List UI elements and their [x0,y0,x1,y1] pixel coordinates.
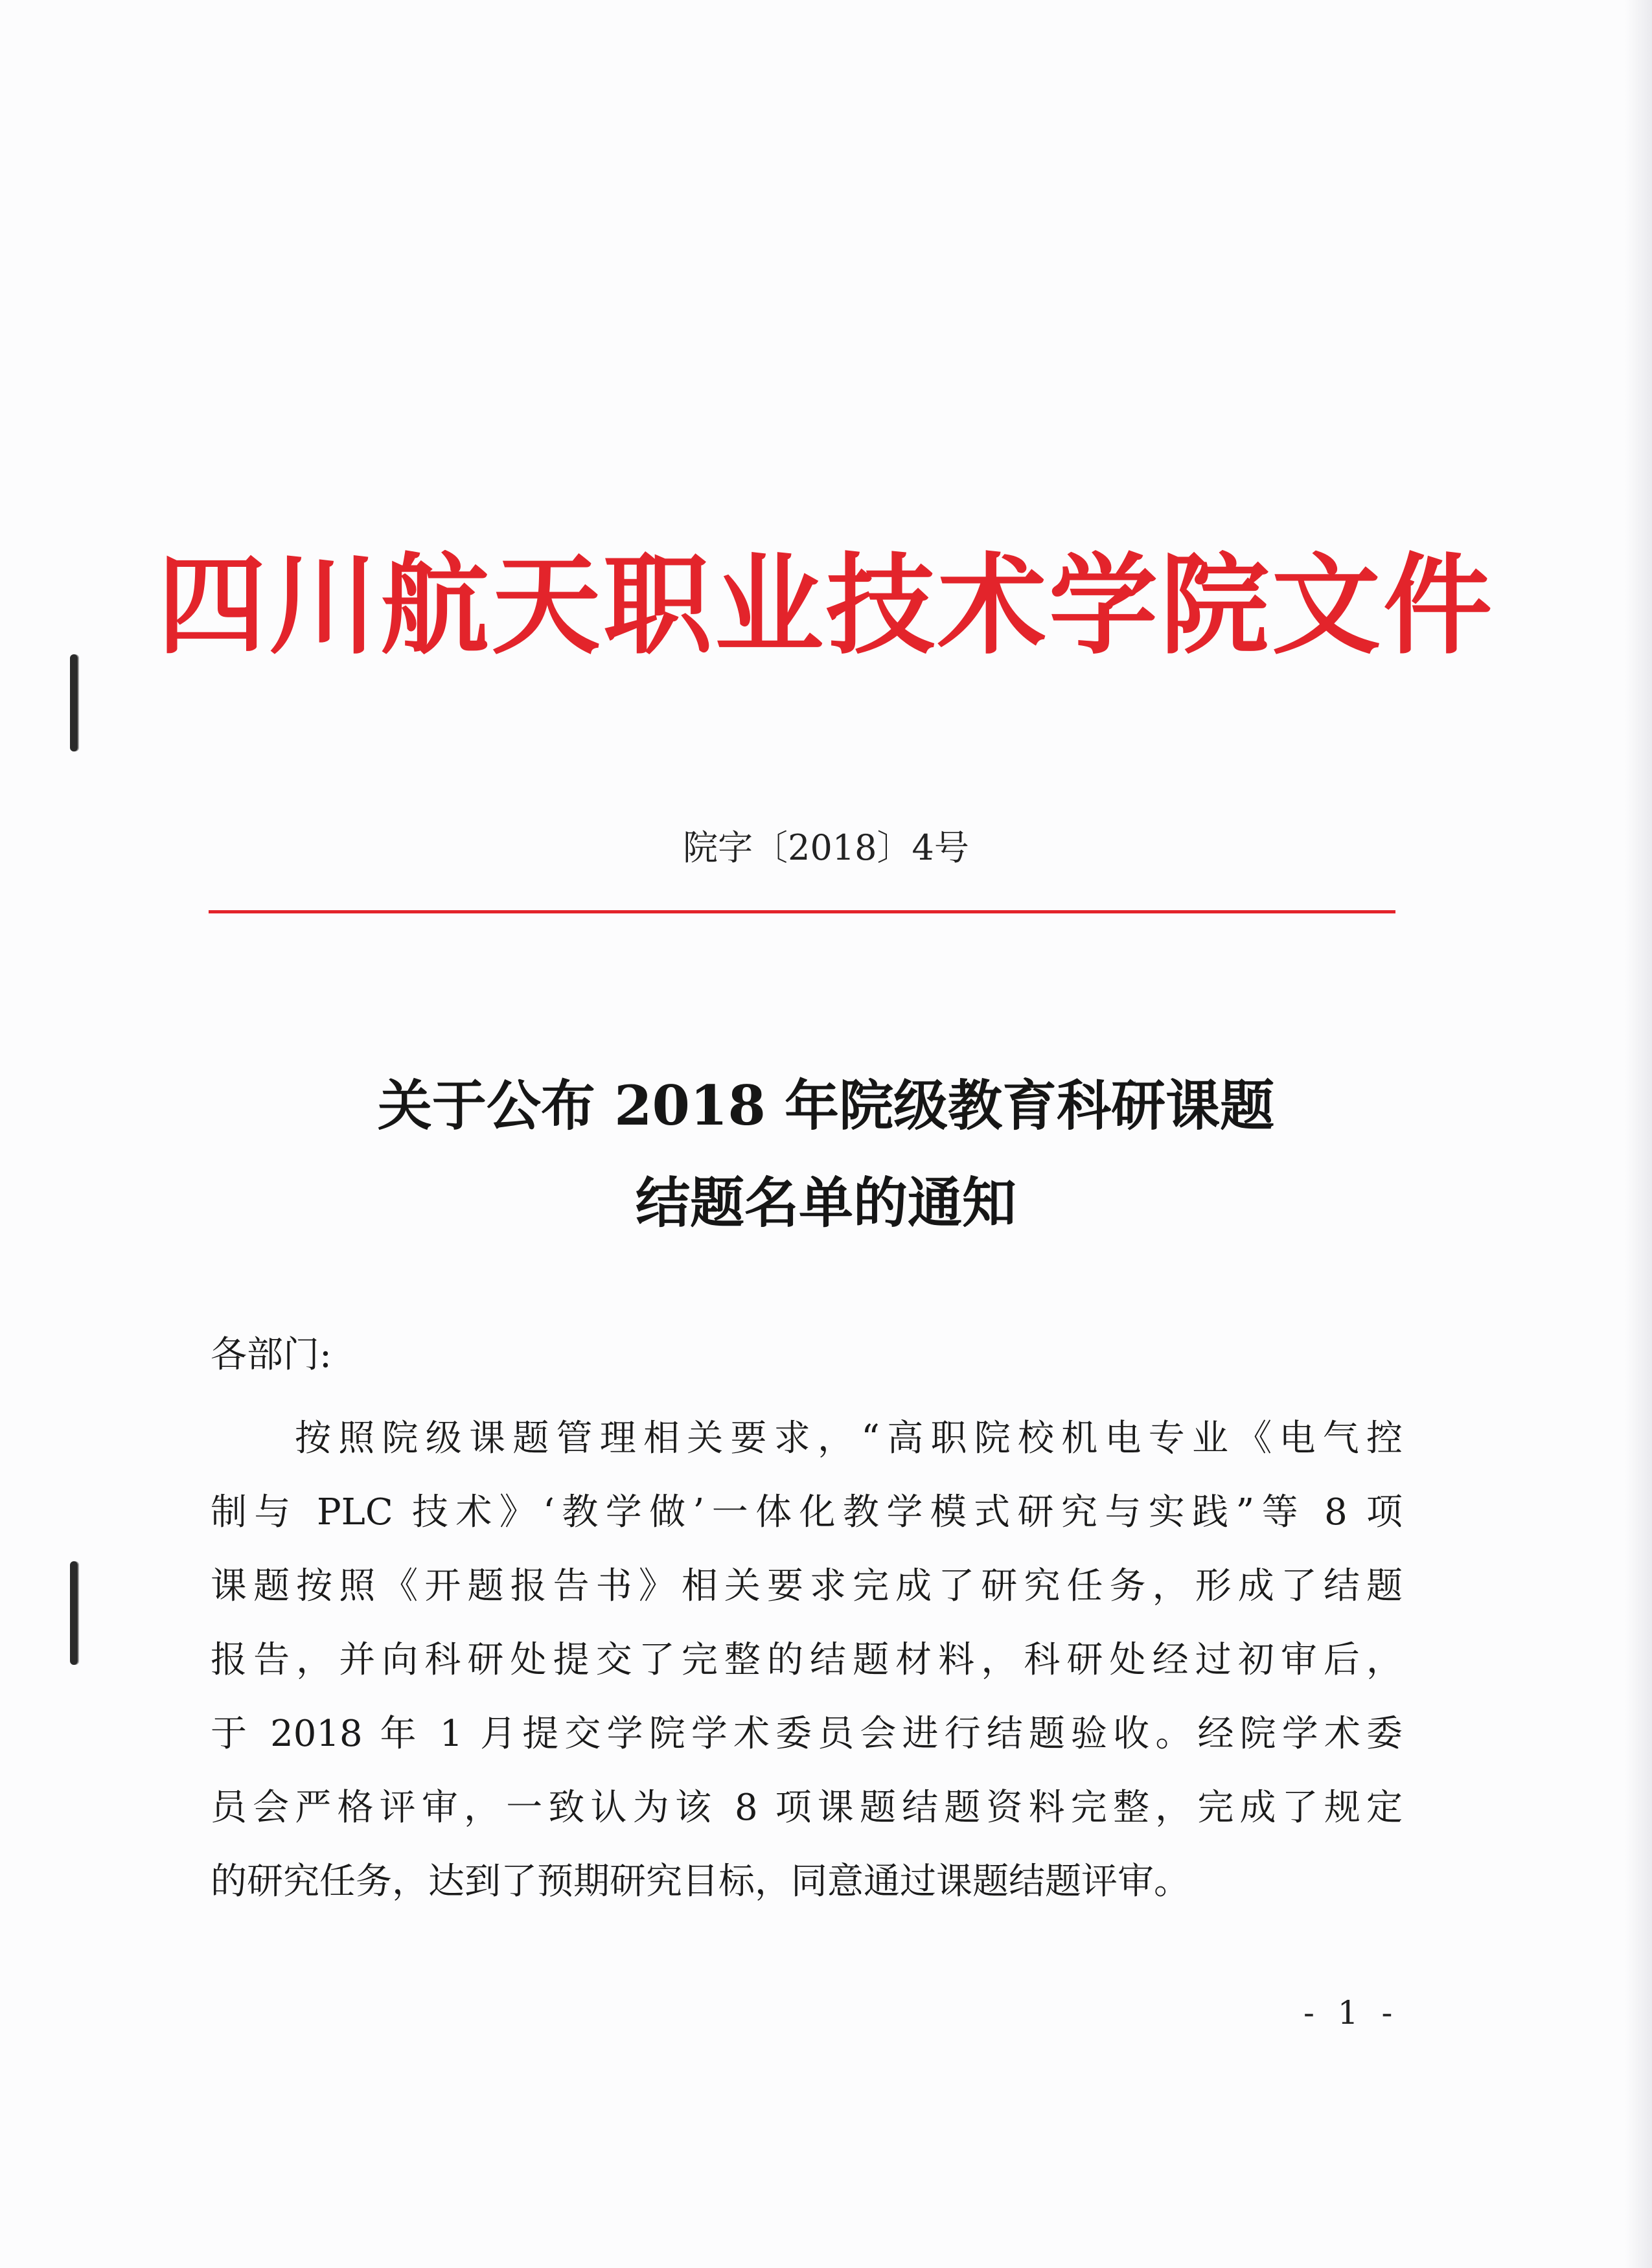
header-divider-line [209,910,1395,913]
organization-header-title: 四川航天职业技术学院文件 [157,541,1495,669]
staple-bottom [70,1561,78,1665]
body-text-line: 按照院级课题管理相关要求，“高职院校机电专业《电气控 [295,1417,1403,1460]
body-text-line: 课题按照《开题报告书》相关要求完成了研究任务，形成了结题 [211,1565,1403,1607]
document-number: 院字〔2018〕4号 [683,827,969,868]
notice-title-line-1: 关于公布 2018 年院级教育科研课题 [377,1073,1275,1138]
page-edge-shadow [1625,0,1652,2268]
notice-title-line-2: 结题名单的通知 [635,1171,1016,1235]
page-number: - 1 - [1303,1994,1399,2032]
salutation: 各部门: [211,1334,332,1376]
body-text-line: 于 2018 年 1 月提交学院学术委员会进行结题验收。经院学术委 [211,1713,1403,1755]
body-text-line: 制与 PLC 技术》‘教学做’一体化教学模式研究与实践”等 8 项 [211,1491,1403,1533]
body-text-line: 报告，并向科研处提交了完整的结题材料，科研处经过初审后， [211,1639,1403,1681]
staple-top [70,654,78,751]
body-text-line: 员会严格评审，一致认为该 8 项课题结题资料完整，完成了规定 [211,1787,1403,1829]
body-text-line: 的研究任务，达到了预期研究目标，同意通过课题结题评审。 [211,1861,1190,1903]
